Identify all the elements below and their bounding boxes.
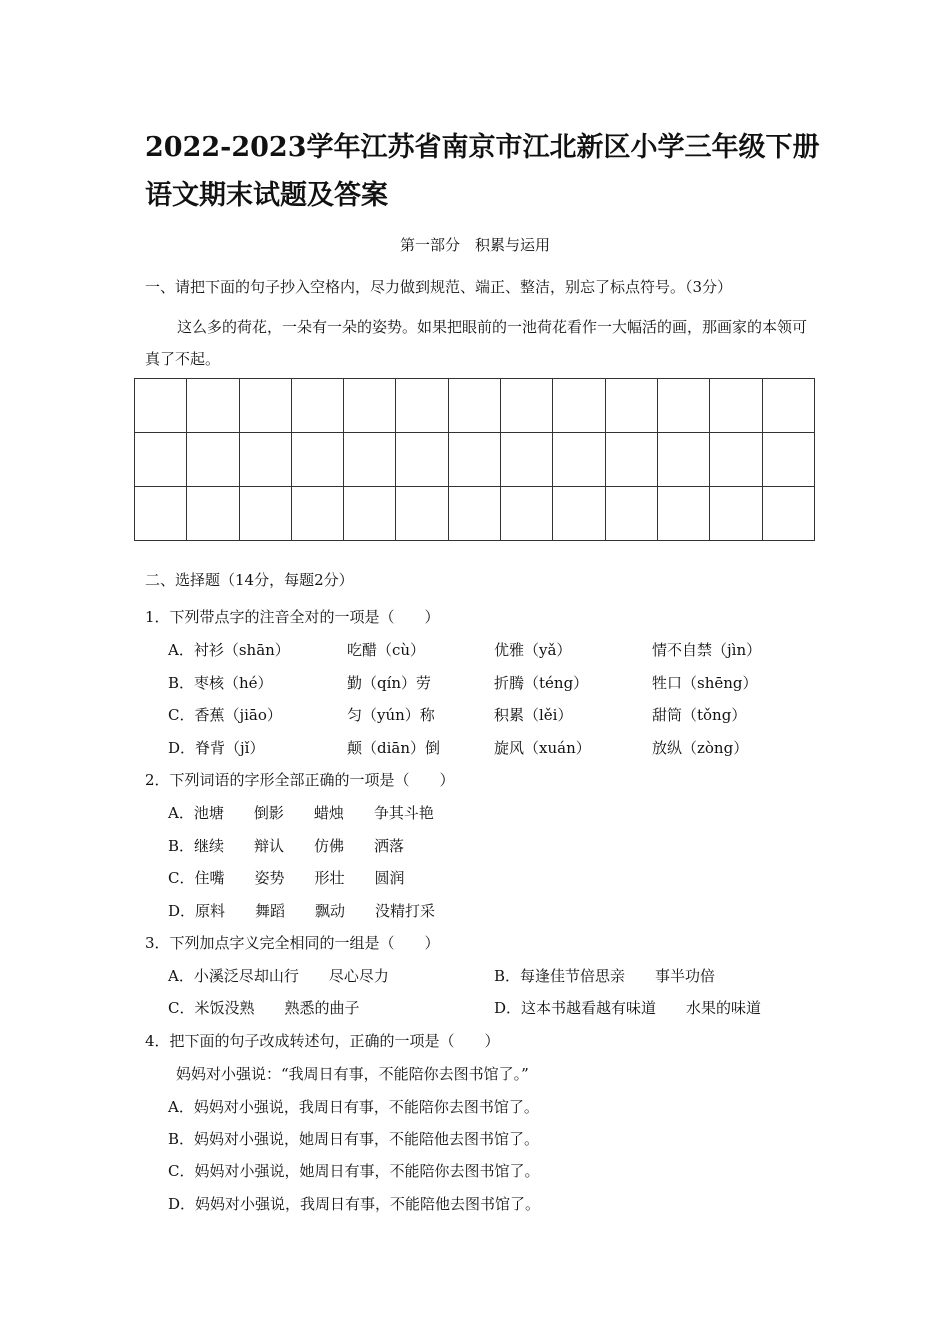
grid-cell[interactable] [605,379,657,433]
grid-cell[interactable] [396,487,448,541]
option-b1: B．枣核（hé） [168,674,273,692]
option-c: C．妈妈对小强说，她周日有事，不能陪你去图书馆了。 [168,1162,540,1180]
question-stem: 1．下列带点字的注音全对的一项是（ ） [145,608,440,626]
copy-passage: 这么多的荷花，一朵有一朵的姿势。如果把眼前的一池荷花看作一大幅活的画，那画家的本领可真了不起。 [145,318,808,368]
grid-cell[interactable] [291,487,343,541]
grid-cell[interactable] [553,379,605,433]
grid-cell[interactable] [239,379,291,433]
option-c: C．住嘴 姿势 形壮 圆润 [168,869,405,887]
grid-cell[interactable] [448,433,500,487]
option-c2: 匀（yún）称 [347,706,435,724]
grid-cell[interactable] [657,487,709,541]
grid-cell[interactable] [396,433,448,487]
grid-cell[interactable] [710,433,762,487]
grid-cell[interactable] [239,433,291,487]
question-2-heading: 二、选择题（14分，每题2分） [145,571,354,589]
grid-cell[interactable] [448,379,500,433]
question-stem: 4．把下面的句子改成转述句，正确的一项是（ ） [145,1032,500,1050]
option-a1: A．衬衫（shān） [168,641,290,659]
option-b: B．继续 辩认 仿佛 洒落 [168,837,405,855]
grid-cell[interactable] [553,487,605,541]
grid-cell[interactable] [657,379,709,433]
grid-cell[interactable] [710,379,762,433]
option-b2: 勤（qín）劳 [347,674,432,692]
grid-cell[interactable] [344,433,396,487]
option-d: D．这本书越看越有味道 水果的味道 [494,999,762,1017]
option-c3: 积累（lěi） [494,706,573,724]
grid-cell[interactable] [657,433,709,487]
grid-cell[interactable] [762,487,814,541]
document-title: 2022-2023学年江苏省南京市江北新区小学三年级下册语文期末试题及答案 [145,132,820,211]
option-a: A．妈妈对小强说，我周日有事，不能陪你去图书馆了。 [168,1098,539,1116]
part-heading: 第一部分 积累与运用 [399,236,550,254]
grid-cell[interactable] [448,487,500,541]
option-b3: 折腾（téng） [494,674,589,692]
grid-cell[interactable] [187,487,239,541]
option-a4: 情不自禁（jìn） [652,641,762,659]
grid-cell[interactable] [501,379,553,433]
option-c4: 甜筒（tǒng） [652,706,747,724]
grid-cell[interactable] [187,433,239,487]
option-d2: 颠（diān）倒 [347,739,441,757]
grid-cell[interactable] [501,487,553,541]
writing-grid[interactable] [134,378,815,541]
grid-cell[interactable] [710,487,762,541]
grid-cell[interactable] [187,379,239,433]
option-a3: 优雅（yǎ） [494,641,572,659]
grid-cell[interactable] [344,487,396,541]
option-b: B．妈妈对小强说，她周日有事，不能陪他去图书馆了。 [168,1130,540,1148]
question-stem: 3．下列加点字义完全相同的一组是（ ） [145,934,440,952]
grid-cell[interactable] [135,487,187,541]
option-d: D．原料 舞蹈 飘动 没精打采 [168,902,436,920]
option-d1: D．脊背（jǐ） [168,739,265,757]
grid-cell[interactable] [553,433,605,487]
grid-cell[interactable] [605,487,657,541]
question-stem: 2．下列词语的字形全部正确的一项是（ ） [145,771,455,789]
question-1-heading: 一、请把下面的句子抄入空格内，尽力做到规范、端正、整洁，别忘了标点符号。（3分） [145,278,733,296]
option-c1: C．香蕉（jiāo） [168,706,282,724]
grid-cell[interactable] [762,433,814,487]
grid-cell[interactable] [291,379,343,433]
option-a: A．池塘 倒影 蜡烛 争其斗艳 [168,804,434,822]
grid-cell[interactable] [501,433,553,487]
grid-cell[interactable] [135,433,187,487]
option-a: A．小溪泛尽却山行 尽心尽力 [168,967,389,985]
option-a2: 吃醋（cù） [347,641,426,659]
grid-cell[interactable] [291,433,343,487]
grid-cell[interactable] [239,487,291,541]
option-d3: 旋风（xuán） [494,739,591,757]
grid-cell[interactable] [762,379,814,433]
option-d4: 放纵（zòng） [652,739,749,757]
grid-cell[interactable] [605,433,657,487]
quoted-sentence: 妈妈对小强说：“我周日有事，不能陪你去图书馆了。” [176,1065,529,1083]
grid-cell[interactable] [396,379,448,433]
option-b: B．每逢佳节倍思亲 事半功倍 [494,967,716,985]
option-d: D．妈妈对小强说，我周日有事，不能陪他去图书馆了。 [168,1195,541,1213]
option-b4: 牲口（shēng） [652,674,758,692]
grid-cell[interactable] [135,379,187,433]
grid-cell[interactable] [344,379,396,433]
option-c: C．米饭没熟 熟悉的曲子 [168,999,360,1017]
